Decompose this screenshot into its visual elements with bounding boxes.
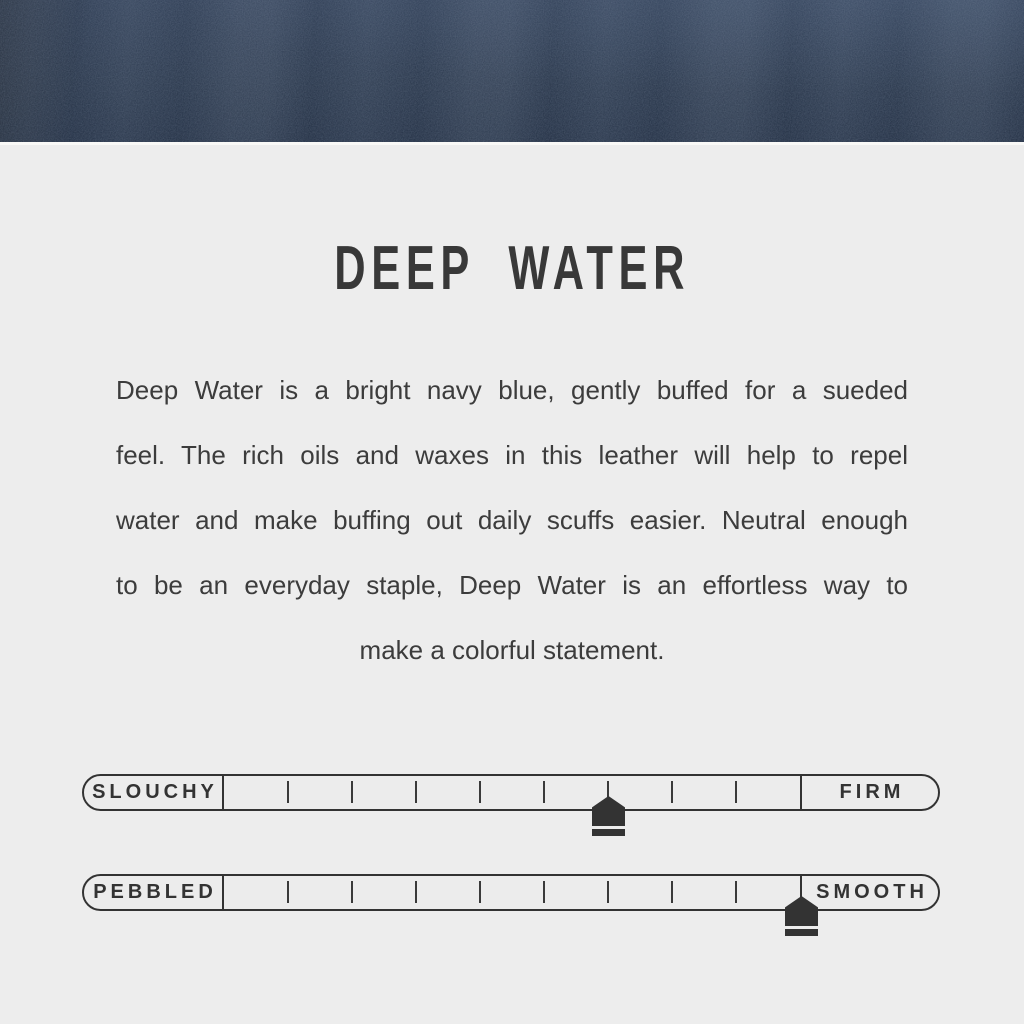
description-line: to be an everyday staple, Deep Water is an effortless way to (116, 570, 908, 600)
slider-marker-icon[interactable] (592, 796, 625, 836)
leather-texture-image (0, 0, 1024, 145)
tick-mark (352, 876, 416, 909)
tick-mark (416, 776, 480, 809)
tick-mark (672, 776, 736, 809)
color-description (116, 358, 908, 683)
tick-mark (480, 776, 544, 809)
scale-track (82, 774, 940, 811)
description-line: water and make buffing out daily scuffs easier. Neutral enough (116, 505, 908, 535)
scale-right-label: FIRM (839, 781, 905, 803)
tick-mark (544, 876, 608, 909)
scale-left-section (84, 776, 224, 809)
description-line: make a colorful statement. (359, 635, 665, 665)
marker-arrow-head (785, 896, 818, 926)
tick-mark (736, 776, 800, 809)
scale-right-section (800, 876, 938, 909)
scale-left-section (84, 876, 224, 909)
scale-left-label: SLOUCHY (92, 781, 218, 803)
page-title-text: DEEP WATER (334, 234, 690, 303)
description-line: Deep Water is a bright navy blue, gently buffed for a sueded (116, 375, 908, 405)
description-line: feel. The rich oils and waxes in this leather will help to repel (116, 440, 908, 470)
tick-mark (288, 776, 352, 809)
tick-mark (672, 876, 736, 909)
scale-right-label: SMOOTH (816, 881, 928, 903)
scale-right-section (800, 776, 938, 809)
tick-mark (416, 876, 480, 909)
leather-grain-overlay (0, 0, 1024, 142)
page-title (0, 236, 1024, 302)
slider-marker-icon[interactable] (785, 896, 818, 936)
scale-slouchy-firm (82, 774, 940, 842)
marker-base-bar (592, 829, 625, 836)
tick-mark (352, 776, 416, 809)
marker-arrow-head (592, 796, 625, 826)
scale-pebbled-smooth (82, 874, 940, 942)
tick-mark (480, 876, 544, 909)
tick-mark (288, 876, 352, 909)
scale-tick-area (224, 876, 800, 909)
scale-left-label: PEBBLED (93, 881, 217, 903)
marker-base-bar (785, 929, 818, 936)
tick-mark (608, 876, 672, 909)
scale-tick-area (224, 776, 800, 809)
